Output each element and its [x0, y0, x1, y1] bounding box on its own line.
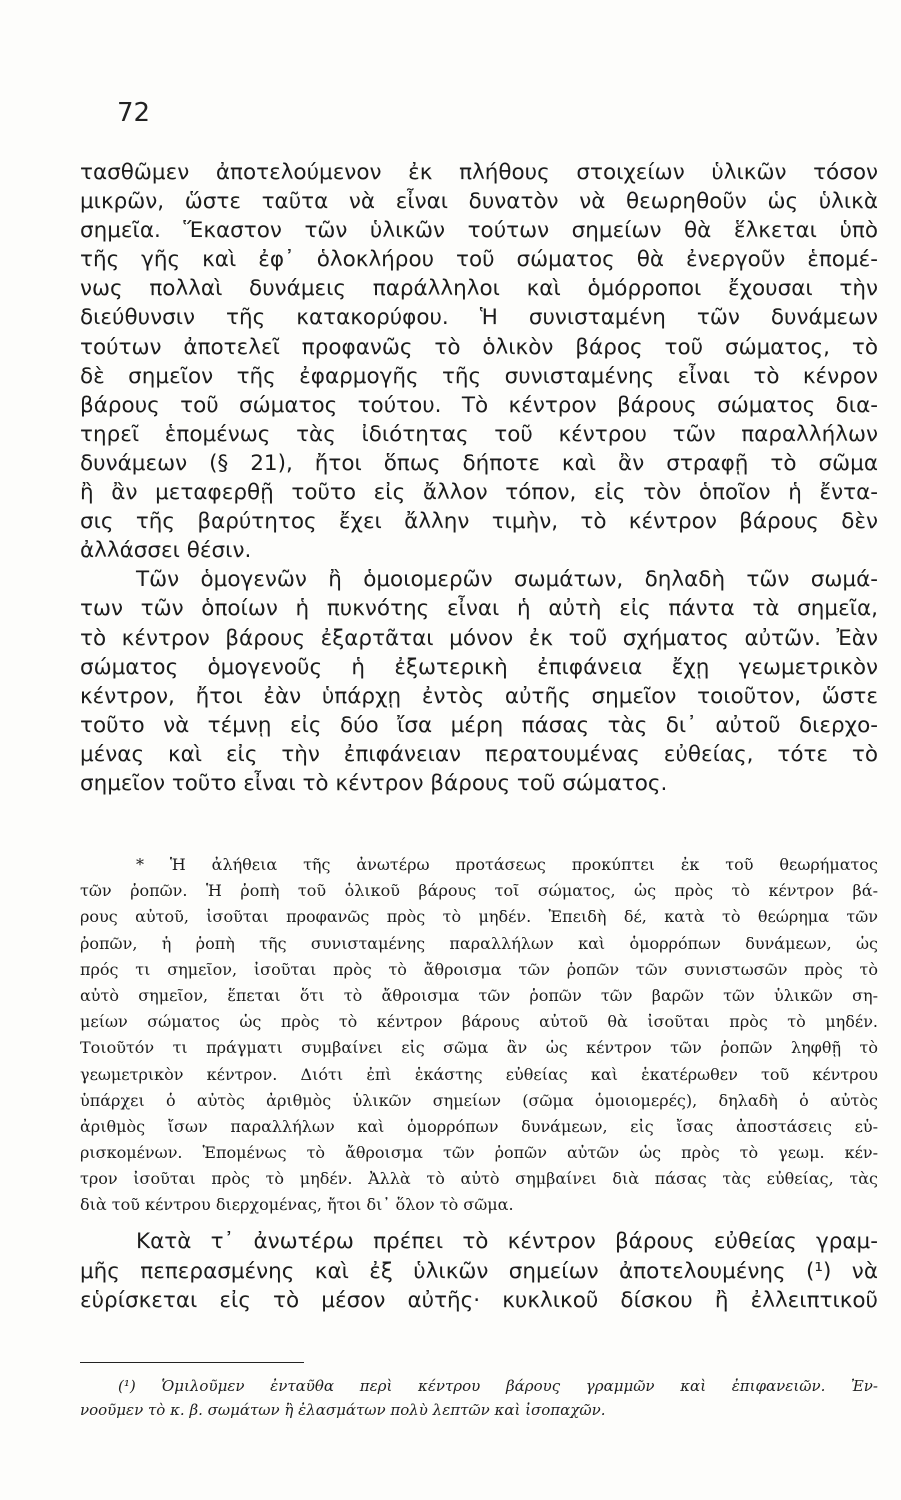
text-line: σώματος ὁμογενοῦς ἡ ἐξωτερικὴ ἐπιφάνεια ἔχῃ γεωμετρικὸν	[80, 654, 878, 680]
footnote-line: ἀριθμὸς ἴσων παραλλήλων καὶ ὁμορρόπων δυνάμεων, εἰς ἴσας ἀποστάσεις εὑ-	[80, 1116, 878, 1136]
footnote-line: τρον ἰσοῦται πρὸς τὸ μηδέν. Ἀλλὰ τὸ αὐτὸ σημβαίνει διὰ πάσας τὰς εὐθείας, τὰς	[80, 1169, 878, 1189]
page-footnote	[80, 1374, 878, 1422]
text-line: τὸ κέντρον βάρους ἐξαρτᾶται μόνον ἐκ τοῦ σχήματος αὐτῶν. Ἐὰν	[80, 625, 878, 651]
text-line: κέντρον, ἤτοι ἐὰν ὑπάρχῃ ἐντὸς αὐτῆς σημεῖον τοιοῦτον, ὥστε	[80, 683, 878, 709]
footnote-line: (¹) Ὁμιλοῦμεν ἐνταῦθα περὶ κέντρου βάρους γραμμῶν καὶ ἐπιφανειῶν. Ἐν-	[118, 1377, 878, 1395]
text-line: τασθῶμεν ἀποτελούμενον ἐκ πλήθους στοιχείων ὑλικῶν τόσον	[80, 160, 878, 185]
main-paragraphs	[80, 158, 878, 798]
footnote-line: πρός τι σημεῖον, ἰσοῦται πρὸς τὸ ἄθροισμα τῶν ῥοπῶν τῶν συνιστωσῶν πρὸς τὸ	[80, 959, 878, 979]
text-line: δὲ σημεῖον τῆς ἐφαρμογῆς τῆς συνισταμένης εἶναι τὸ κένρον	[80, 363, 878, 389]
text-line: τούτων ἀποτελεῖ προφανῶς τὸ ὁλικὸν βάρος τοῦ σώματος, τὸ	[80, 334, 878, 360]
footnote-line: * Ἡ ἀλήθεια τῆς ἀνωτέρω προτάσεως προκύπτει ἐκ τοῦ θεωρήματος	[136, 855, 878, 874]
footnote-line: γεωμετρικὸν κέντρον. Διότι ἐπὶ ἑκάστης εὐθείας καὶ ἑκατέρωθεν τοῦ κέντρου	[80, 1064, 878, 1084]
footnote-line: αὐτὸ σημεῖον, ἕπεται ὅτι τὸ ἄθροισμα τῶν ῥοπῶν τῶν βαρῶν τῶν ὑλικῶν ση-	[80, 985, 878, 1005]
lower-paragraph	[80, 1227, 878, 1316]
text-line: τοῦτο νὰ τέμνῃ εἰς δύο ἴσα μέρη πάσας τὰς δι᾽ αὐτοῦ διερχο-	[80, 712, 878, 738]
footnote-line: ὑπάρχει ὁ αὐτὸς ἀριθμὸς ὑλικῶν σημείων (σῶμα ὁμοιομερές), δηλαδὴ ὁ αὐτὸς	[80, 1090, 878, 1110]
text-line: μικρῶν, ὥστε ταῦτα νὰ εἶναι δυνατὸν νὰ θεωρηθοῦν ὡς ὑλικὰ	[80, 189, 878, 215]
text-line: διεύθυνσιν τῆς κατακορύφου. Ἡ συνισταμένη τῶν δυνάμεων	[80, 305, 878, 331]
footnote-line: μείων σώματος ὡς πρὸς τὸ κέντρον βάρους αὐτοῦ θὰ ἰσοῦται πρὸς τὸ μηδέν.	[80, 1012, 878, 1032]
text-line: νως πολλαὶ δυνάμεις παράλληλοι καὶ ὁμόρροποι ἔχουσαι τὴν	[80, 276, 878, 302]
text-line: τῆς γῆς καὶ ἐφ᾽ ὁλοκλήρου τοῦ σώματος θὰ ἐνεργοῦν ἑπομέ-	[80, 247, 878, 273]
text-line: των τῶν ὁποίων ἡ πυκνότης εἶναι ἡ αὐτὴ εἰς πάντα τὰ σημεῖα,	[80, 596, 878, 622]
inline-footnote	[80, 852, 878, 1219]
text-line: ἢ ἂν μεταφερθῇ τοῦτο εἰς ἄλλον τόπον, εἰς τὸν ὁποῖον ἡ ἔντα-	[80, 480, 878, 506]
footnote-line: ρους αὐτοῦ, ἰσοῦται προφανῶς πρὸς τὸ μηδέν. Ἐπειδὴ δέ, κατὰ τὸ θεώρημα τῶν	[80, 907, 878, 927]
text-line: μῆς πεπερασμένης καὶ ἐξ ὑλικῶν σημείων ἀποτελουμένης (¹) νὰ	[80, 1258, 878, 1284]
text-line: βάρους τοῦ σώματος τούτου. Τὸ κέντρον βάρους σώματος δια-	[80, 392, 878, 418]
text-line: τηρεῖ ἑπομένως τὰς ἰδιότητας τοῦ κέντρου τῶν παραλλήλων	[80, 421, 878, 447]
text-line: σις τῆς βαρύτητος ἔχει ἄλλην τιμὴν, τὸ κέντρον βάρους δὲν	[80, 509, 878, 535]
footnote-divider	[80, 1362, 304, 1363]
text-line: σημεῖον τοῦτο εἶναι τὸ κέντρον βάρους τοῦ σώματος.	[80, 770, 668, 796]
text-line: Τῶν ὁμογενῶν ἢ ὁμοιομερῶν σωμάτων, δηλαδὴ τῶν σωμά-	[136, 567, 878, 593]
text-line: μένας καὶ εἰς τὴν ἐπιφάνειαν περατουμένας εὐθείας, τότε τὸ	[80, 741, 878, 767]
footnote-line: διὰ τοῦ κέντρου διερχομένας, ἤτοι δι᾽ ὅλον τὸ σῶμα.	[80, 1195, 514, 1215]
footnote-line: ρισκομένων. Ἑπομένως τὸ ἄθροισμα τῶν ῥοπῶν αὐτῶν ὡς πρὸς τὸ γεωμ. κέν-	[80, 1143, 878, 1163]
page-number: 72	[117, 98, 151, 128]
text-line: σημεῖα. Ἕκαστον τῶν ὑλικῶν τούτων σημείων θὰ ἕλκεται ὑπὸ	[80, 218, 878, 244]
text-line: δυνάμεων (§ 21), ἤτοι ὅπως δήποτε καὶ ἂν στραφῇ τὸ σῶμα	[80, 450, 878, 476]
text-line: Κατὰ τ᾽ ἀνωτέρω πρέπει τὸ κέντρον βάρους εὐθείας γραμ-	[136, 1229, 878, 1254]
footnote-line: νοοῦμεν τὸ κ. β. σωμάτων ἢ ἐλασμάτων πολὺ λεπτῶν καὶ ἰσοπαχῶν.	[80, 1401, 606, 1419]
footnote-line: Τοιοῦτόν τι πράγματι συμβαίνει εἰς σῶμα ἂν ὡς κέντρον τῶν ῥοπῶν ληφθῇ τὸ	[80, 1038, 878, 1058]
footnote-line: ῥοπῶν, ἡ ῥοπὴ τῆς συνισταμένης παραλλήλων καὶ ὁμορρόπων δυνάμεων, ὡς	[80, 933, 878, 953]
text-line: ἀλλάσσει θέσιν.	[80, 538, 252, 564]
text-line: εὑρίσκεται εἰς τὸ μέσον αὐτῆς· κυκλικοῦ δίσκου ἢ ἐλλειπτικοῦ	[80, 1288, 878, 1313]
footnote-line: τῶν ῥοπῶν. Ἡ ῥοπὴ τοῦ ὁλικοῦ βάρους τοῖ σώματος, ὡς πρὸς τὸ κέντρον βά-	[80, 881, 878, 901]
